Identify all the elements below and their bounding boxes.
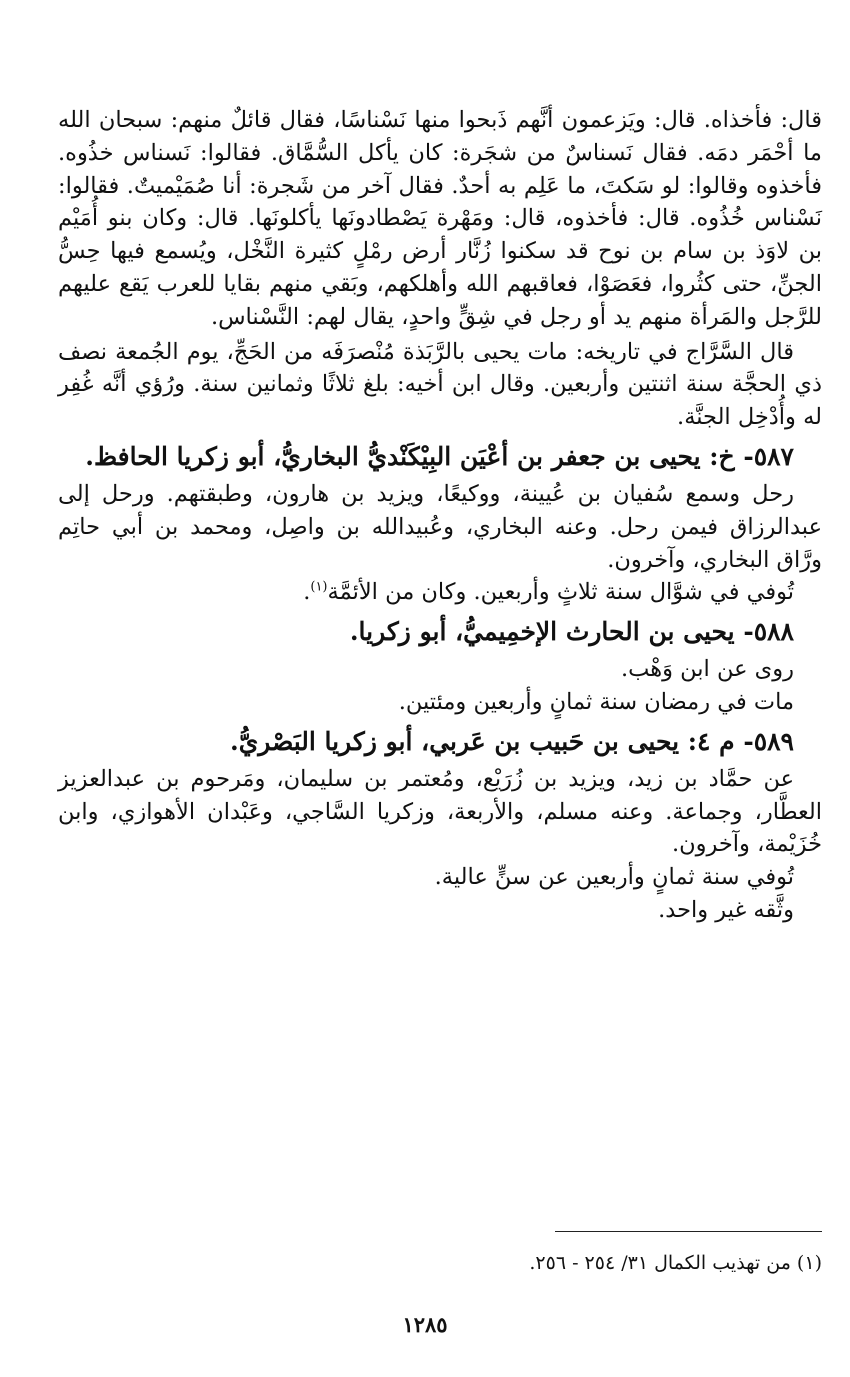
paragraph-587-death: [58, 576, 822, 609]
paragraph-587-death-text: تُوفي في شوَّال سنة ثلاثٍ وأربعين. وكان من الأئمَّة: [327, 579, 794, 606]
paragraph-587-narrators: رحل وسمع سُفيان بن عُيينة، ووكيعًا، ويزيد بن هارون، وطبقتهم. ورحل إلى عبدالرزاق فيمن رحل. وعنه البخاري، وعُبيدالله بن واصِل، ومحمد بن أبي حاتِم ورَّاق البخاري، وآخرون.: [58, 480, 822, 573]
entry-heading-589: ٥٨٩- م ٤: يحيى بن حَبيب بن عَربي، أبو زكريا البَصْريُّ.: [230, 726, 794, 756]
paragraph-587-death-end: .: [303, 579, 311, 606]
paragraph-589-trust: وثَّقه غير واحد.: [658, 896, 794, 923]
paragraph-588-narration: روى عن ابن وَهْب.: [621, 656, 794, 683]
footnote: (١) من تهذيب الكمال ٣١/ ٢٥٤ - ٢٥٦.: [529, 1252, 822, 1274]
footnote-reference[interactable]: (١): [310, 579, 328, 595]
paragraph-589-narrators: عن حمَّاد بن زيد، ويزيد بن زُرَيْع، ومُعتمر بن سليمان، ومَرحوم بن عبدالعزيز العطَّار، وجماعة. وعنه مسلم، والأربعة، وزكريا السَّاجي، وعَبْدان الأهوازي، وابن خُزَيْمة، وآخرون.: [58, 765, 822, 858]
page-body: [58, 104, 822, 927]
footnote-divider: [555, 1231, 822, 1232]
entry-heading-588: ٥٨٨- يحيى بن الحارث الإخمِيميُّ، أبو زكريا.: [349, 617, 794, 647]
paragraph-death-report: قال السَّرَّاج في تاريخه: مات يحيى بالرَّبَذة مُنْصرَفَه من الحَجِّ، يوم الجُمعة نصف ذي الحجَّة سنة اثنتين وأربعين. وقال ابن أخيه: بلغ ثلاثًا وثمانين سنة. ورُؤي أنَّه غُفِر له وأُدْخِل الجنَّة.: [58, 338, 822, 431]
page-number: ١٢٨٥: [402, 1312, 448, 1337]
entry-heading-587: ٥٨٧- خ: يحيى بن جعفر بن أعْيَن البِيْكَنْديُّ البخاريُّ، أبو زكريا الحافظ.: [85, 441, 794, 471]
paragraph-589-death: تُوفي سنة ثمانٍ وأربعين عن سنٍّ عالية.: [434, 864, 794, 891]
paragraph-588-death: مات في رمضان سنة ثمانٍ وأربعين ومئتين.: [398, 688, 794, 715]
paragraph-nasnas-story: قال: فأخذاه. قال: ويَزعمون أنَّهم ذَبحوا منها نَسْناسًا، فقال قائلٌ منهم: سبحان الله ما أحْمَر دمَه. فقال نَسناسٌ من شجَرة: كان يأكل السُّمَّاق. فقالوا: نَسناس خذُوه. فأخذوه وقالوا: لو سَكتَ، ما عَلِم به أحدٌ. فقال آخر من شَجرة: أنا صُمَيْميتٌ. فقالوا: نَسْناس خُذُوه. قال: فأخذوه، قال: ومَهْرة يَصْطادونَها يأكلونَها. قال: وكان بنو أُمَيْم بن لاوَذ بن سام بن نوح قد سكنوا زُنَّار أرض رمْلٍ كثيرة النَّخْل، ويُسمع فيها حِسُّ الجنِّ، حتى كثُروا، فعَصَوْا، فعاقبهم الله وأهلكهم، وبَقي منهم بقايا للعرب يَقع عليهم للرَّجل والمَرأة منهم يد أو رجل في شِقٍّ واحدٍ، يقال لهم: النَّسْناس.: [58, 107, 822, 330]
